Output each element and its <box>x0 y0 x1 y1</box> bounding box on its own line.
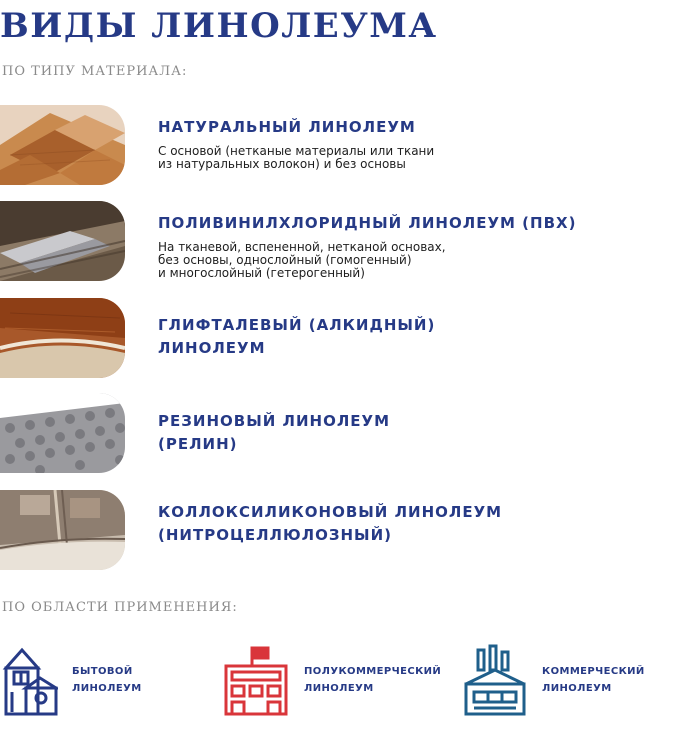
house-icon <box>2 644 58 716</box>
material-name: ПОЛИВИНИЛХЛОРИДНЫЙ ЛИНОЛЕУМ (ПВХ) <box>158 214 577 232</box>
page-title: ВИДЫ ЛИНОЛЕУМА <box>0 6 438 46</box>
household-linoleum-item <box>2 640 142 720</box>
shop-building-icon <box>222 644 290 716</box>
pvc-linoleum-item <box>158 212 678 280</box>
rubber-linoleum-item <box>158 410 678 456</box>
pvc-linoleum-image <box>0 201 125 281</box>
alkyd-linoleum-item <box>158 314 678 360</box>
application-label: БЫТОВОЙ ЛИНОЛЕУМ <box>72 666 142 694</box>
colloxylin-linoleum-item <box>158 501 678 547</box>
factory-icon <box>462 644 528 716</box>
rubber-linoleum-image <box>0 393 125 473</box>
material-name: НАТУРАЛЬНЫЙ ЛИНОЛЕУМ <box>158 118 416 136</box>
material-name: КОЛЛОКСИЛИКОНОВЫЙ ЛИНОЛЕУМ (НИТРОЦЕЛЛЮЛОЗНЫЙ) <box>158 503 503 544</box>
commercial-linoleum-item <box>462 640 645 720</box>
alkyd-linoleum-image <box>0 298 125 378</box>
natural-linoleum-item <box>158 116 678 171</box>
material-description: С основой (нетканые материалы или ткани из натуральных волокон) и без основы <box>158 144 435 171</box>
by-material-heading: ПО ТИПУ МАТЕРИАЛА: <box>2 64 188 79</box>
application-label: КОММЕРЧЕСКИЙ ЛИНОЛЕУМ <box>542 666 645 694</box>
natural-linoleum-image <box>0 105 125 185</box>
material-name: ГЛИФТАЛЕВЫЙ (АЛКИДНЫЙ) ЛИНОЛЕУМ <box>158 316 436 357</box>
colloxylin-linoleum-image <box>0 490 125 570</box>
material-name: РЕЗИНОВЫЙ ЛИНОЛЕУМ (РЕЛИН) <box>158 412 391 453</box>
semi-commercial-linoleum-item <box>222 640 441 720</box>
material-description: На тканевой, вспененной, нетканой основах, без основы, однослойный (гомогенный) и многослойный (гетерогенный) <box>158 240 446 280</box>
by-application-heading: ПО ОБЛАСТИ ПРИМЕНЕНИЯ: <box>2 600 238 615</box>
application-label: ПОЛУКОММЕРЧЕСКИЙ ЛИНОЛЕУМ <box>304 666 442 694</box>
